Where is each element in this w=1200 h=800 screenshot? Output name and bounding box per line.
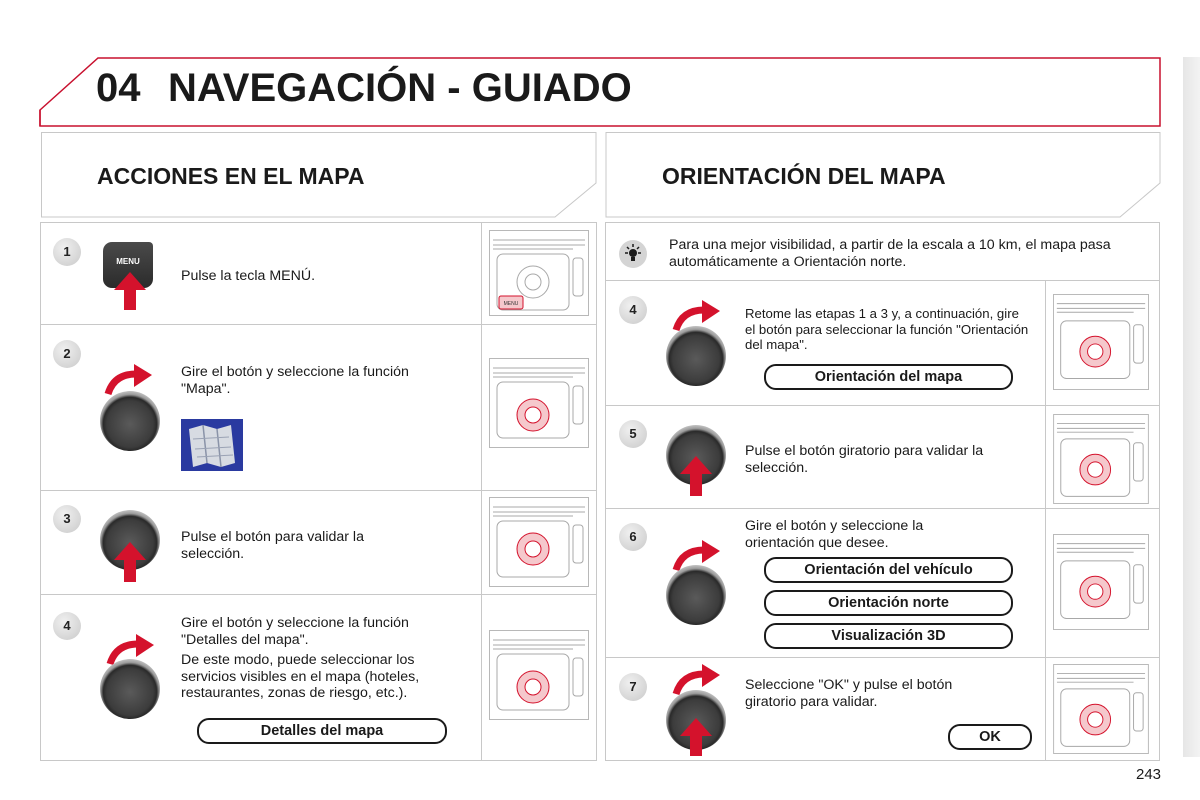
row-separator — [40, 594, 597, 595]
row-separator — [605, 280, 1160, 281]
row-separator — [605, 405, 1160, 406]
step-number: 5 — [619, 420, 647, 448]
step-text: Gire el botón y seleccione la función "Mapa". — [181, 364, 409, 397]
step-number: 4 — [53, 612, 81, 640]
console-diagram — [1053, 414, 1149, 504]
chapter-number: 04 — [96, 66, 141, 110]
step-text: Retome las etapas 1 a 3 y, a continuación, gire el botón para seleccionar la función "Orientación del mapa". — [745, 306, 1029, 352]
side-tab-bar — [1183, 57, 1200, 757]
rotary-knob-icon — [100, 659, 160, 719]
orientacion-del-mapa-button[interactable]: Orientación del mapa — [764, 364, 1013, 390]
right-section-title: ORIENTACIÓN DEL MAPA — [662, 163, 946, 189]
map-icon — [181, 419, 243, 471]
detalles-del-mapa-button[interactable]: Detalles del mapa — [197, 718, 447, 744]
page-title: NAVEGACIÓN - GUIADO — [168, 66, 632, 110]
console-diagram — [489, 358, 589, 448]
row-separator — [40, 324, 597, 325]
right-column-divider — [1045, 280, 1046, 761]
step-text: Pulse la tecla MENÚ. — [181, 268, 316, 284]
console-diagram-menu — [489, 230, 589, 316]
tip-text: Para una mejor visibilidad, a partir de la escala a 10 km, el mapa pasa automáticamente a Orientación norte. — [669, 237, 1111, 270]
step-text: Gire el botón y seleccione la función "Detalles del mapa". — [181, 615, 409, 648]
step-number: 2 — [53, 340, 81, 368]
up-arrow-icon — [112, 540, 148, 584]
step-text: Pulse el botón para validar la selección. — [181, 529, 364, 562]
orientacion-norte-button[interactable]: Orientación norte — [764, 590, 1013, 616]
step-number: 3 — [53, 505, 81, 533]
menu-key-label: MENU — [116, 257, 140, 266]
visualizacion-3d-button[interactable]: Visualización 3D — [764, 623, 1013, 649]
orientacion-del-vehiculo-button[interactable]: Orientación del vehículo — [764, 557, 1013, 583]
step-text: Pulse el botón giratorio para validar la selección. — [745, 443, 984, 476]
rotary-knob-icon — [100, 391, 160, 451]
lightbulb-icon — [623, 244, 643, 264]
row-separator — [605, 508, 1160, 509]
console-diagram — [1053, 534, 1149, 630]
step-text: Gire el botón y seleccione la orientación que desee. — [745, 518, 924, 551]
row-separator — [605, 657, 1160, 658]
step-number: 4 — [619, 296, 647, 324]
page-number: 243 — [1136, 766, 1162, 783]
left-column-divider — [481, 222, 482, 761]
console-diagram — [489, 630, 589, 720]
svg-text:MENU: MENU — [503, 301, 519, 307]
up-arrow-icon — [112, 270, 148, 312]
console-diagram — [489, 497, 589, 587]
step-text-detail: De este modo, puede seleccionar los servicios visibles en el mapa (hoteles, restaurantes, zonas de riesgo, etc.). — [181, 652, 420, 701]
left-section-title: ACCIONES EN EL MAPA — [97, 163, 365, 189]
up-arrow-icon — [678, 454, 714, 498]
step-number: 7 — [619, 673, 647, 701]
console-diagram — [1053, 294, 1149, 390]
row-separator — [40, 490, 597, 491]
step-number: 1 — [53, 238, 81, 266]
console-diagram — [1053, 664, 1149, 754]
step-number: 6 — [619, 523, 647, 551]
rotary-knob-icon — [666, 326, 726, 386]
up-arrow-icon — [678, 716, 714, 758]
rotary-knob-icon — [666, 565, 726, 625]
step-text: Seleccione "OK" y pulse el botón giratorio para validar. — [745, 677, 953, 710]
ok-button[interactable]: OK — [948, 724, 1032, 750]
